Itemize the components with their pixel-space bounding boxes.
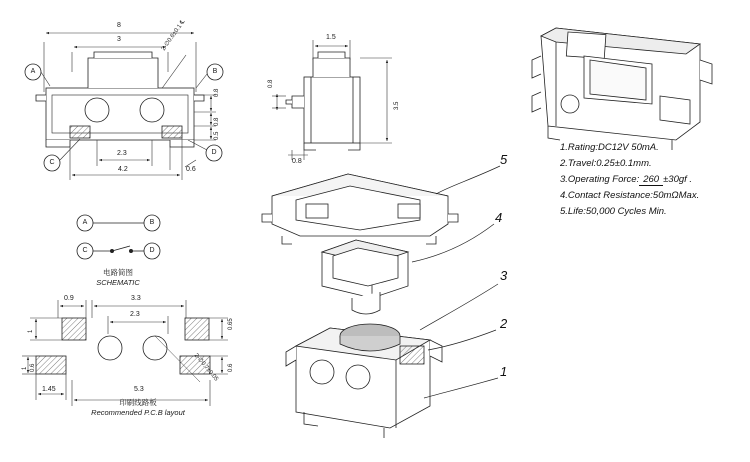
pcb-dim-4: 0.65 [228, 318, 234, 330]
balloon-label-d: D [211, 149, 217, 156]
dim-right-h3: 0.5 [214, 131, 220, 140]
callout-4: 4 [495, 210, 503, 225]
side-dim-right: 3.5 [394, 101, 400, 110]
side-dim-top: 1.5 [326, 34, 336, 41]
side-dim-left: 0.8 [268, 79, 274, 88]
pcb-dim-5: 1 [28, 329, 34, 333]
side-dim-bottom: 0.8 [292, 158, 302, 165]
dim-bottom-2: 4.2 [118, 166, 128, 173]
pcb-caption [78, 398, 198, 418]
schematic-caption-cn: 电路简图 [103, 268, 133, 277]
dim-width-overall: 8 [117, 22, 121, 29]
balloon-label-a: A [30, 68, 36, 75]
pcb-dim-2: 3.3 [131, 295, 141, 302]
pcb-dim-9: 1.45 [42, 386, 56, 393]
balloon-label-c: C [49, 159, 55, 166]
spec-item-operating-force [560, 172, 748, 188]
dim-width-inner: 3 [117, 36, 121, 43]
specification-list [560, 140, 748, 220]
pcb-caption-en: Recommended P.C.B layout [91, 408, 185, 417]
schematic-terminal-d: D [149, 247, 155, 254]
schematic-caption-en: SCHEMATIC [96, 278, 140, 287]
pcb-dim-10: 5.3 [134, 386, 144, 393]
schematic-terminal-a: A [82, 219, 88, 226]
pcb-dim-3: 2.3 [130, 311, 140, 318]
spec-item-travel: 2.Travel:0.25±0.1mm. [560, 158, 652, 169]
callout-2: 2 [500, 316, 508, 331]
dim-bottom-1: 2.3 [117, 150, 127, 157]
pcb-dim-6: 1 [22, 366, 28, 370]
callout-1: 1 [500, 364, 508, 379]
dim-bottom-3: 0.6 [186, 166, 196, 173]
schematic-terminal-c: C [82, 247, 88, 254]
spec-item-life: 5.Life:50,000 Cycles Min. [560, 206, 667, 217]
spec-item-rating: 1.Rating:DC12V 50mA. [560, 142, 659, 153]
pcb-dim-11: 2-∅0.7±0.05 [192, 352, 220, 383]
dim-right-h1: 0.8 [214, 88, 220, 97]
spec-operating-force-value: 260 [639, 174, 663, 186]
spec-operating-force-label: 3.Operating Force: [560, 174, 640, 185]
pcb-dim-8: 0.6 [228, 363, 234, 372]
callout-3: 3 [500, 268, 508, 283]
schematic-terminal-b: B [149, 219, 155, 226]
pcb-dim-1: 0.9 [64, 295, 74, 302]
callout-5: 5 [500, 152, 508, 167]
spec-operating-force-tolerance: ±30gf . [663, 174, 693, 185]
balloon-label-b: B [212, 68, 218, 75]
pcb-caption-cn: 印刷线路板 [119, 398, 157, 407]
dim-hole-note: 2-∅0.6±0.1 ℄ [160, 19, 187, 53]
dim-right-h2: 0.8 [214, 117, 220, 126]
pcb-dim-7: 0.6 [30, 363, 36, 372]
spec-item-contact-resistance: 4.Contact Resistance:50mΩMax. [560, 190, 700, 201]
schematic-caption [82, 268, 154, 288]
